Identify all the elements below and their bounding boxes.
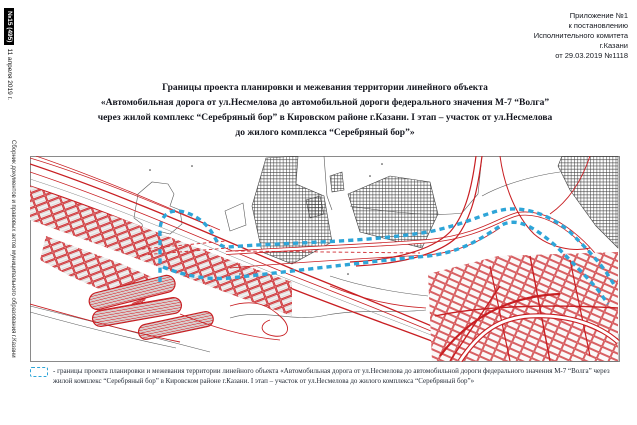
- title-line: «Автомобильная дорога от ул.Несмелова до автомобильной дороги федерального значения М-7 “Волга”: [100, 98, 550, 108]
- title-line: Границы проекта планировки и межевания территории линейного объекта: [162, 83, 488, 93]
- map-street-grid: [425, 251, 620, 361]
- issue-date: 11 апреля 2019 г.: [6, 48, 13, 100]
- annex-line: к постановлению: [568, 21, 628, 30]
- annex-header: [534, 11, 628, 61]
- annex-line: от 29.03.2019 №1118: [555, 51, 628, 60]
- title-line: до жилого комплекса “Серебряный бор”»: [235, 128, 415, 138]
- spine-publication-block: [5, 140, 18, 375]
- annex-line: Исполнительного комитета: [533, 31, 628, 40]
- legend-text: - границы проекта планировки и межевания территории линейного объекта «Автомобильная дорога от ул.Несмелова до автомобильной дороги федерального значения М-7 “Волга” через жилой комплекс “Серебряный бор” в Кировском районе г.Казани. I этап – участок от ул.Несмелова до жилого комплекса “Серебряный бор”»: [53, 367, 610, 385]
- title-line: через жилой комплекс “Серебряный бор” в Кировском районе г.Казани. I этап – участок от ул.Несмелова: [97, 113, 553, 123]
- document-title: [30, 81, 620, 141]
- issue-badge: №15 (495): [5, 8, 15, 45]
- annex-line: Приложение №1: [569, 11, 628, 20]
- publication-name: Сборник документов и правовых актов муниципального образования г.Казани: [10, 140, 16, 358]
- cadastral-map: [30, 156, 620, 362]
- annex-line: г.Казани: [599, 41, 628, 50]
- map: [30, 156, 620, 362]
- project-boundary-symbol: [30, 367, 48, 377]
- spine-issue-block: [3, 8, 18, 123]
- legend: [30, 366, 625, 386]
